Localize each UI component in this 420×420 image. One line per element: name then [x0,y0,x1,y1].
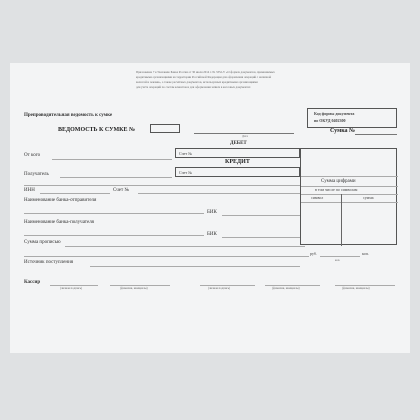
form-code-label: Код формы документа [314,111,355,116]
bank-sender-label: Наименование банка-отправителя [24,198,97,203]
inn-line[interactable] [40,193,110,194]
summa-tsiframi-label: Сумма цифрами [321,179,356,184]
form-sheet [10,63,410,353]
istochnik-label: Источник поступления [24,260,74,265]
form-code-value: по ОКУД 0402300 [314,118,346,123]
kassir-label: Кассир [24,280,41,285]
vedomost-title: ВЕДОМОСТЬ К СУМКЕ № [58,127,136,133]
sumka-title: Препроводительная ведомость к сумке [24,113,113,118]
bik-line[interactable] [222,215,300,216]
summa-table [300,148,397,245]
note-line: для учёта операций по счетам клиентов и для оформления записи в кассовых документах [136,85,251,89]
fio-caption: (фамилия, инициалы) [272,286,300,290]
bank-sender-line[interactable] [24,213,204,214]
summa-propisyu-label: Сумма прописью [24,240,61,245]
summa-label: сумма [363,195,374,200]
bank-receiver-label: Наименование банка-получателя [24,220,94,225]
bik-label: БИК [207,232,217,237]
debet-account-row [175,148,300,158]
schet-line[interactable] [138,193,300,194]
bik-line[interactable] [222,237,300,238]
sumka-no-label: Сумка № [330,128,356,134]
schet-label: Счет № [113,188,130,193]
note-line: кредитными организациями на территории Российской Федерации для оформления операций с наличной [136,75,272,79]
simvol-label: символ [311,195,324,200]
debet-label: ДЕБЕТ [230,141,247,146]
vedomost-number-field[interactable] [150,124,180,133]
date-label: Дата [242,134,248,138]
sumka-no-line[interactable] [355,134,397,135]
kredit-account-row [175,167,300,177]
kredit-label: КРЕДИТ [225,159,250,165]
form-code-box [307,108,397,128]
inn-label: ИНН [24,188,35,193]
bank-receiver-line[interactable] [24,235,204,236]
poluchatel-label: Получатель [24,172,49,177]
kop-caption: коп. [335,258,341,262]
poluchatel-line[interactable] [60,177,172,178]
rub-label: руб. [310,251,317,256]
ot-kogo-label: От кого [24,153,41,158]
schet-no-label: Счет № [179,151,192,156]
sign-caption: (личная подпись) [60,286,83,290]
note-line: Приложение 7 к Указанию Банка России от 30 июля 2014 г. № 3352-У «О формах документов, применяемых [136,70,275,74]
fio-caption: (фамилия, инициалы) [342,286,370,290]
summa-propisyu-line[interactable] [65,246,305,247]
schet-no-label: Счет № [179,170,192,175]
kop-label: коп. [362,251,369,256]
sign-caption: (личная подпись) [208,286,231,290]
note-line: валютой и чеками», а также расчётных документов, используемых кредитными организациями [136,80,258,84]
ot-kogo-line[interactable] [52,159,172,160]
istochnik-line[interactable] [90,266,300,267]
bik-label: БИК [207,210,217,215]
fio-caption: (фамилия, инициалы) [120,286,148,290]
vtom-chisle-label: в том числе по символам [315,187,358,192]
